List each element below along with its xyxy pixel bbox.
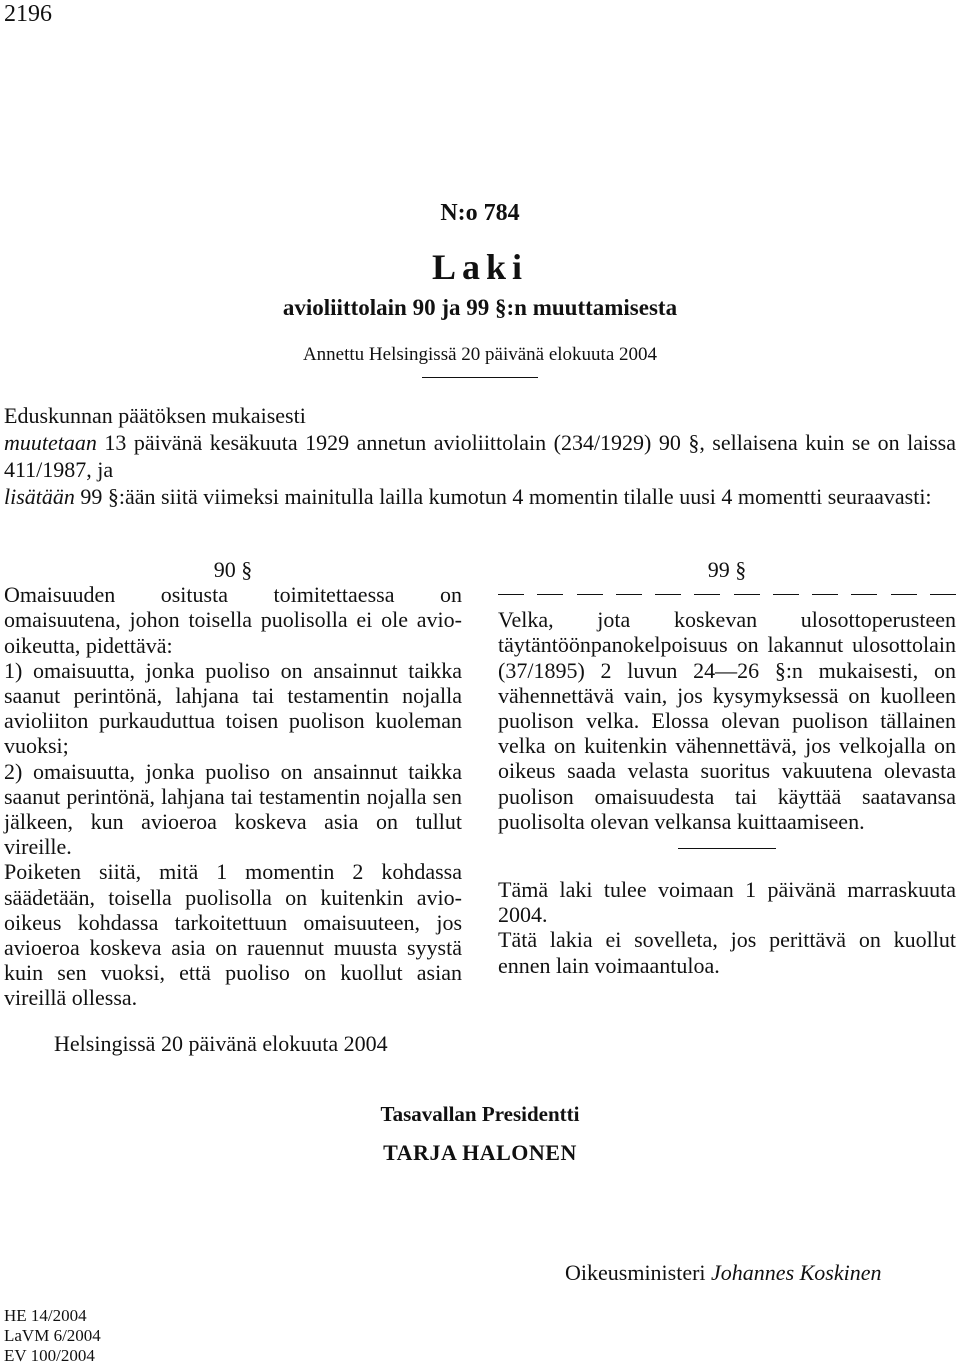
reference-item: HE 14/2004 [4,1306,87,1325]
enactment-intro-line: Eduskunnan päätöksen mukaisesti [4,403,306,428]
amend-paragraph [4,429,956,483]
section-99-paragraph-1: Velka, jota koskevan ulosottoperusteen täytäntöönpanokelpoisuus on lakannut ulosottolain (37/1895) 2 luvun 24—26 §:n mukaisesti, on vähennettävä vain, jos kysymyksessä on kuolleen puolison velka. Elossa olevan puolison tällainen velka on kuitenkin vähennettävä, jos velkojalla on oikeus saada velasta suoritus vakuutena olevasta puolison omaisuudesta tai käyttää saatavansa puolisolta olevan velkansa kuittaamiseen. [498,607,956,834]
signing-place-date: Helsingissä 20 päivänä elokuuta 2004 [54,1031,388,1056]
minister-title: Oikeusministeri [565,1260,712,1285]
amend-text: 13 päivänä kesäkuuta 1929 annetun avioliittolain (234/1929) 90 §, sellaisena kuin se on laissa 411/1987, ja [4,430,956,482]
law-title: avioliittolain 90 ja 99 §:n muuttamisesta [282,295,678,320]
page-number: 2196 [4,1,52,27]
section-90-heading: 90 § [213,557,253,582]
section-90-column [4,557,462,1011]
section-99-heading: 99 § [707,557,747,582]
section-90-paragraph-2: 1) omaisuutta, jonka puoliso on ansainnut taikka saanut perintönä, lahjana tai testamentin nojalla avioliiton purkauduttua toisen puolison kuoleman vuoksi; [4,657,462,759]
minister-name: Johannes Koskinen [711,1260,882,1285]
legislative-references [4,1306,101,1366]
add-paragraph [4,483,956,510]
entry-into-force-paragraph-1: Tämä laki tulee voimaan 1 päivänä marraskuuta 2004. [498,877,956,928]
section-90-paragraph-3: 2) omaisuutta, jonka puoliso on ansainnut taikka saanut perintönä, lahjana tai testamentin nojalla sen jälkeen, kun avioeroa koskeva asia on tullut vireille. [4,758,462,860]
given-date-line: Annettu Helsingissä 20 päivänä elokuuta 2004 [302,344,658,365]
entry-into-force-paragraph-2: Tätä lakia ei sovelleta, jos perittävä on kuollut ennen lain voimaantuloa. [498,927,956,978]
section-90-paragraph-4: Poiketen siitä, mitä 1 momentin 2 kohdassa säädetään, toisella puolisolla on kuitenkin avio-oikeus kohdassa tarkoitettuun omaisuuteen, jos avioeroa koskeva asia on rauennut muusta syystä kuin sen vuoksi, että puoliso on kuollut asian vireillä ollessa. [4,859,462,1011]
omitted-text-dashes [498,582,956,607]
president-name: TARJA HALONEN [383,1140,577,1165]
reference-item: EV 100/2004 [4,1346,95,1365]
section-divider [678,848,776,849]
president-title: Tasavallan Presidentti [380,1102,580,1126]
law-number: N:o 784 [440,200,520,226]
section-99-column [498,557,956,978]
minister-signature [565,1259,882,1287]
section-90-paragraph-1: Omaisuuden ositusta toimitettaessa on omaisuutena, johon toisella puolisolla ei ole avio-oikeutta, pidettävä: [4,582,462,658]
header-divider [422,377,538,378]
enactment-clause [4,402,956,510]
amend-verb: muutetaan [4,430,97,455]
add-text: 99 §:ään siitä viimeksi mainitulla lailla kumotun 4 momentin tilalle uusi 4 momentti seuraavasti: [74,484,932,509]
reference-item: LaVM 6/2004 [4,1326,101,1345]
add-verb: lisätään [4,484,75,509]
law-type-heading: Laki [431,247,529,287]
